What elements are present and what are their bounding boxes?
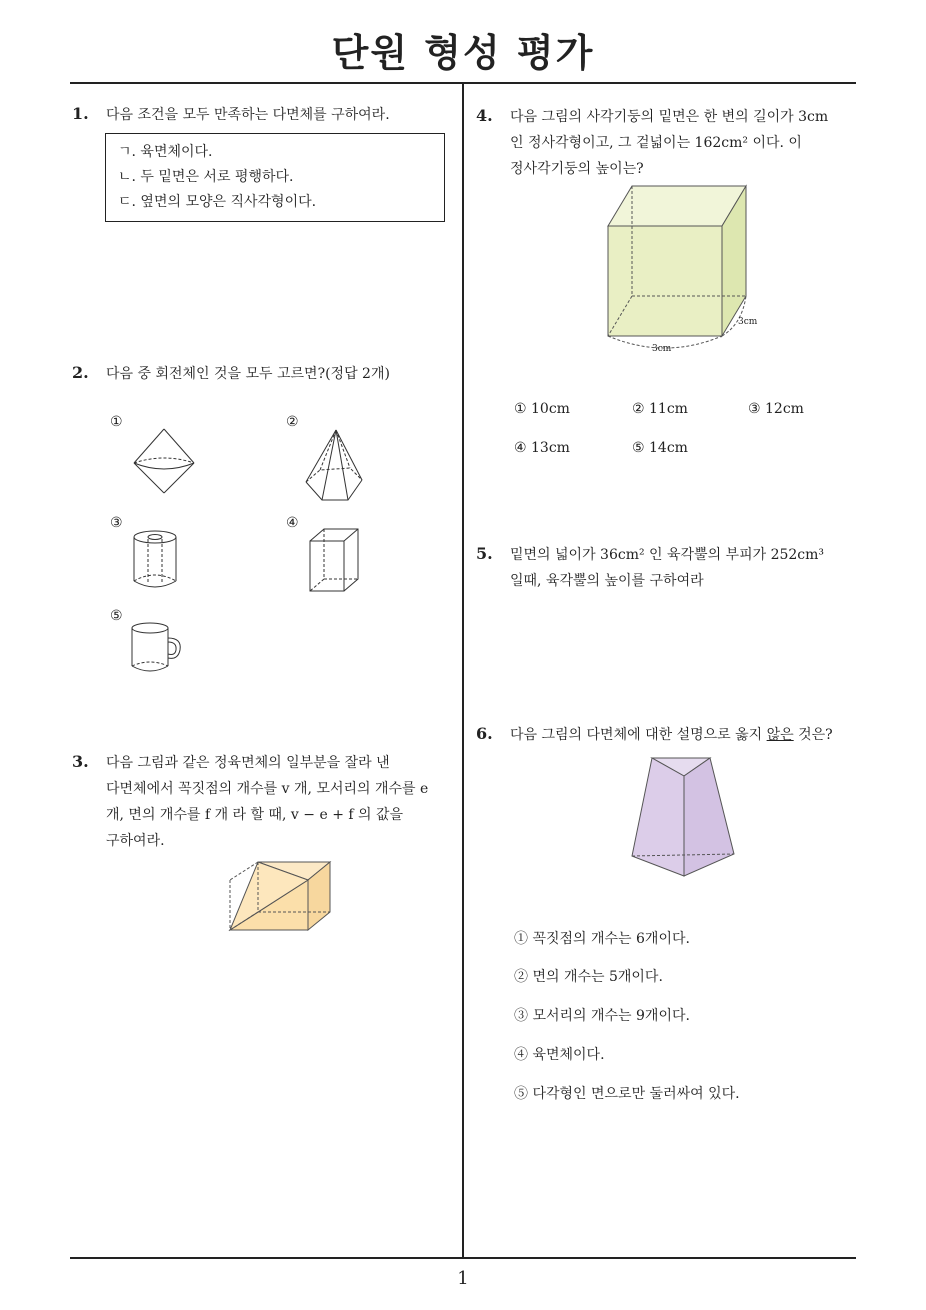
q1-text: 다음 조건을 모두 만족하는 다면체를 구하여라. (106, 107, 390, 123)
q2-label-4: ④ (286, 515, 299, 531)
q1-number: 1. (72, 104, 89, 123)
frustum-left-face (632, 758, 684, 876)
page-number: 1 (457, 1268, 469, 1289)
q3-line: 구하여라. (106, 833, 165, 849)
q4-text (510, 104, 860, 182)
q3-line: 다면체에서 꼭짓점의 개수를 v 개, 모서리의 개수를 e (106, 781, 429, 797)
prism-front-face (608, 226, 722, 336)
hollow-cylinder-figure (130, 528, 180, 592)
q5-text (510, 542, 860, 594)
q6-option-4[interactable]: ④ 육면체이다. (514, 1047, 605, 1063)
mug-figure (130, 620, 186, 674)
q2-label-1: ① (110, 414, 123, 430)
q3-line: 개, 면의 개수를 f 개 라 할 때, v − e + f 의 값을 (106, 807, 404, 823)
rectangular-prism-figure (304, 525, 364, 595)
q4-option-3[interactable]: ③ 12cm (748, 401, 804, 417)
hexagonal-pyramid-figure (300, 428, 368, 504)
q3-text (106, 750, 456, 854)
frustum-figure (628, 756, 738, 880)
q2-number: 2. (72, 363, 89, 382)
q6-option-3[interactable]: ③ 모서리의 개수는 9개이다. (514, 1008, 690, 1024)
q4-number: 4. (476, 106, 493, 125)
double-cone-figure (128, 425, 200, 497)
q6-text-underlined: 않은 (766, 727, 794, 743)
q2-text: 다음 중 회전체인 것을 모두 고르면?(정답 2개) (106, 366, 390, 382)
q5-line: 밑면의 넓이가 36cm² 인 육각뿔의 부피가 252cm³ (510, 547, 825, 563)
q5-number: 5. (476, 544, 493, 563)
q6-option-2[interactable]: ② 면의 개수는 5개이다. (514, 969, 663, 985)
q1-condition: ㄱ. 육면체이다. (118, 144, 213, 160)
q6-option-5[interactable]: ⑤ 다각형인 면으로만 둘러싸여 있다. (514, 1086, 740, 1102)
q5-line: 일때, 육각뿔의 높이를 구하여라 (510, 573, 704, 589)
q6-text-before: 다음 그림의 다면체에 대한 설명으로 옳지 (510, 727, 767, 743)
page-title: 단원 형성 평가 (331, 31, 595, 75)
q2-label-5: ⑤ (110, 608, 123, 624)
truncated-cube-figure (226, 858, 336, 934)
q4-line: 다음 그림의 사각기둥의 밑면은 한 변의 길이가 3cm (510, 109, 829, 125)
square-prism-figure (600, 184, 770, 360)
q4-option-2[interactable]: ② 11cm (632, 401, 688, 417)
footer-rule (70, 1257, 856, 1259)
q1-conditions-box (105, 133, 445, 222)
q1-condition: ㄴ. 두 밑면은 서로 평행하다. (118, 169, 294, 185)
column-divider (462, 83, 464, 1258)
q6-number: 6. (476, 724, 493, 743)
q4-line: 정사각기둥의 높이는? (510, 161, 644, 177)
prism-depth-label: 3cm (738, 317, 758, 327)
q4-option-4[interactable]: ④ 13cm (514, 440, 570, 456)
prism-width-label: 3cm (652, 344, 672, 354)
q1-condition: ㄷ. 옆면의 모양은 직사각형이다. (118, 194, 317, 210)
frustum-right-face (684, 758, 734, 876)
q3-line: 다음 그림과 같은 정육면체의 일부분을 잘라 낸 (106, 755, 390, 771)
q4-option-1[interactable]: ① 10cm (514, 401, 570, 417)
q6-text (510, 722, 870, 748)
q4-option-5[interactable]: ⑤ 14cm (632, 440, 688, 456)
q2-label-3: ③ (110, 515, 123, 531)
q3-number: 3. (72, 752, 89, 771)
q4-line: 인 정사각형이고, 그 겉넓이는 162cm² 이다. 이 (510, 135, 802, 151)
q6-text-after: 것은? (793, 727, 833, 743)
q2-label-2: ② (286, 414, 299, 430)
q6-option-1[interactable]: ① 꼭짓점의 개수는 6개이다. (514, 931, 690, 947)
